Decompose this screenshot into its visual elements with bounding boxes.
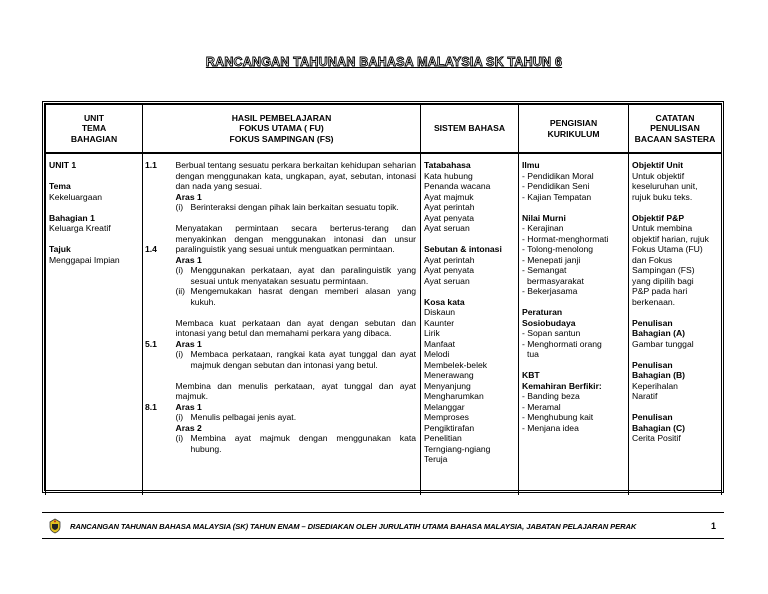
state-crest-icon — [48, 518, 62, 534]
footer-rule-bottom — [42, 538, 724, 539]
outcome-5-1: Membaca kuat perkataan dan ayat dengan sebutan dan intonasi yang betul dan memahami perkara yang dibaca. Aras 1 (i) Membaca perkataan, rangkai kata ayat tunggal dan ayat majmuk dengan sebutan dan intonasi yang betul. — [175, 317, 417, 370]
header-catatan: CATATAN PENULISAN BACAAN SASTERA — [629, 105, 722, 154]
header-sistem-bahasa: SISTEM BAHASA — [421, 105, 519, 154]
yearly-plan-table — [45, 104, 722, 495]
document-title: RANCANGAN TAHUNAN BAHASA MALAYSIA SK TAHUN 6 — [205, 55, 563, 69]
page-number: 1 — [710, 521, 716, 531]
catatan-cell: Objektif Unit Untuk objektif keseluruhan unit, rujuk buku teks. Objektif P&P Untuk membina objektif harian, rujuk Fokus Utama (FU) dan Fokus Sampingan (FS) yang dipilih bagi P&P pada hari berkenaan. Penulisan Bahagian (A) Gambar tunggal Penulisan Bahagian (B) Keperihalan Naratif Penulisan Bahagian (C) Cerita Positif — [629, 153, 722, 495]
header-hasil-pembelajaran: HASIL PEMBELAJARAN FOKUS UTAMA ( FU) FOKUS SAMPINGAN (FS) — [143, 105, 421, 154]
unit-cell: UNIT 1 Tema Kekeluargaan Bahagian 1 Keluarga Kreatif Tajuk Menggapai Impian — [46, 153, 143, 495]
outcome-8-1: Membina dan menulis perkataan, ayat tunggal dan ayat majmuk. Aras 1 (i) Menulis pelbagai jenis ayat. Aras 2 (i) Membina ayat majmuk dengan menggunakan kata hubung. — [175, 380, 417, 454]
footer-rule-top — [42, 512, 724, 513]
outcome-1-1: Berbual tentang sesuatu perkara berkaitan kehidupan seharian dengan menggunakan kata, ungkapan, ayat, sebutan, intonasi dan nada yang sesuai. Aras 1 (i) Berinteraksi dengan pihak lain berkaitan sesuatu topik. — [175, 160, 417, 212]
sistem-bahasa-cell: Tatabahasa Kata hubung Penanda wacana Ayat majmuk Ayat perintah Ayat penyata Ayat seruan Sebutan & intonasi Ayat perintah Ayat penyata Ayat seruan Kosa kata Diskaun Kaunter Lirik Manfaat Melodi Membelek-belek Menerawang Menyanjung Mengharumkan Melanggar Memproses Pengiktirafan Penelitian Terngiang-ngiang Teruja — [421, 153, 519, 495]
header-pengisian-kurikulum: PENGISIAN KURIKULUM — [519, 105, 629, 154]
outcome-1-4: Menyatakan permintaan secara berterus-terang dan menyakinkan dengan menggunakan intonasi dan unsur paralinguistik yang sesuai untuk menguatkan permintaan. Aras 1 (i) Menggunakan perkataan, ayat dan paralinguistik yang sesuai untuk menyatakan sesuatu permintaan. (ii) Mengemukakan hasrat dengan memberi alasan yang kukuh. — [175, 223, 417, 307]
outcome-descriptions — [173, 153, 421, 495]
pengisian-kurikulum-cell: Ilmu - Pendidikan Moral - Pendidikan Seni - Kajian Tempatan Nilai Murni - Kerajinan - Hormat-menghormati - Tolong-menolong - Menepati janji - Semangat bermasyarakat - Bekerjasama Peraturan Sosiobudaya - Sopan santun - Menghormati orang tua KBT Kemahiran Berfikir: - Banding beza - Meramal - Menghubung kait - Menjana idea — [519, 153, 629, 495]
header-unit: UNIT TEMA BAHAGIAN — [46, 105, 143, 154]
outcome-numbers: 1.1 1.4 5.1 8.1 — [143, 153, 173, 495]
page-footer: RANCANGAN TAHUNAN BAHASA MALAYSIA (SK) TAHUN ENAM – DISEDIAKAN OLEH JURULATIH UTAMA BAHASA MALAYSIA, JABATAN PELAJARAN PERAK 1 — [48, 517, 724, 535]
